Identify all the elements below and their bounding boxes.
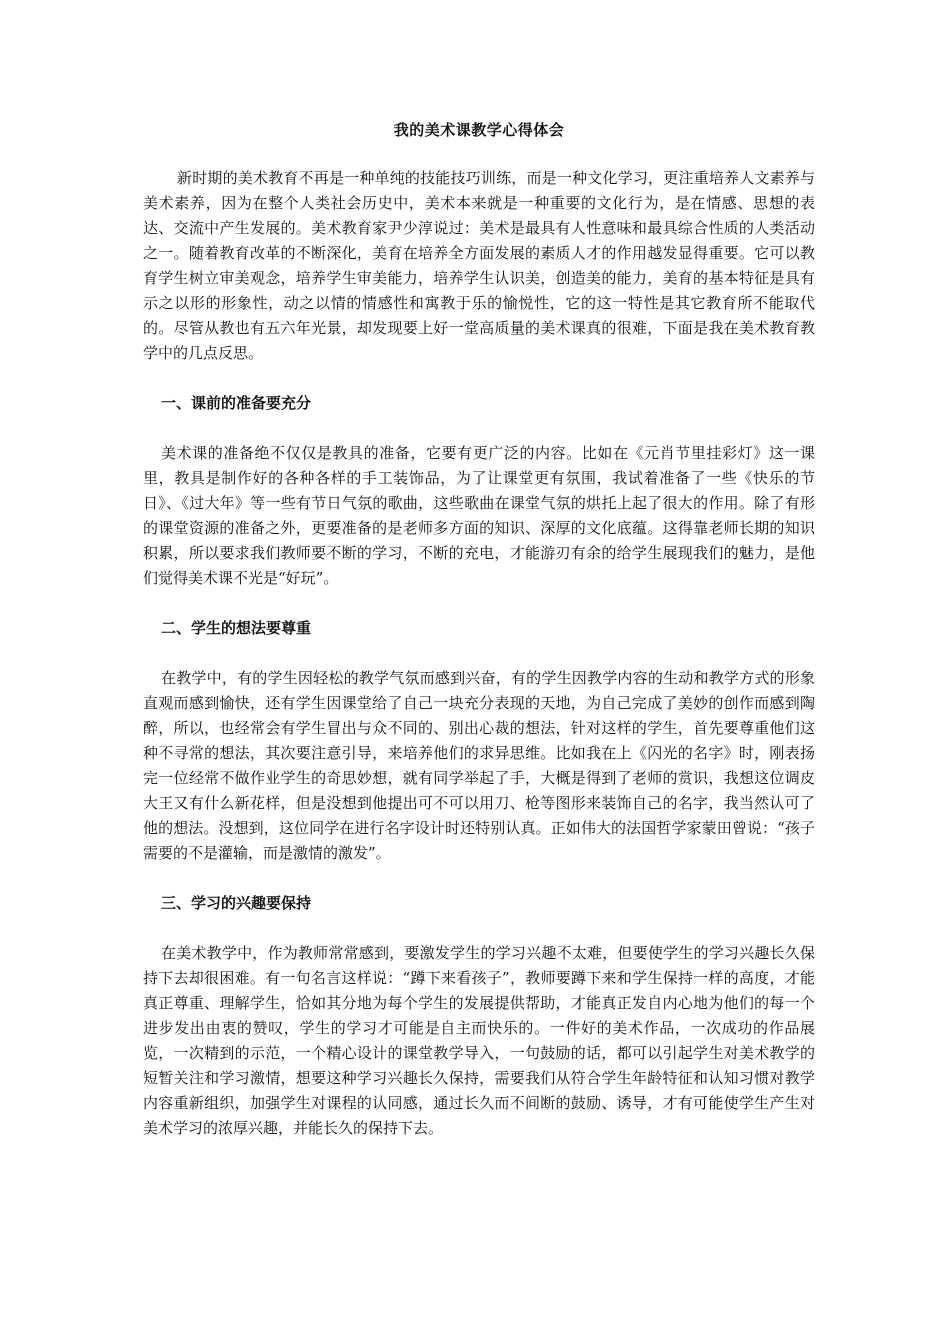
- section-body-respect: 在教学中，有的学生因轻松的教学气氛而感到兴奋，有的学生因教学内容的生动和教学方式的形象直观而感到愉快，还有学生因课堂给了自己一块充分表现的天地，为自己完成了美妙的创作而感到陶醉，所以，也经常会有学生冒出与众不同的、别出心裁的想法，针对这样的学生，首先要尊重他们这种不寻常的想法，其次要注意引导，来培养他们的求异思维。比如我在上《闪光的名字》时，刚表扬完一位经常不做作业学生的奇思妙想，就有同学举起了手，大概是得到了老师的赏识，我想这位调皮大王又有什么新花样，但是没想到他提出可不可以用刀、枪等图形来装饰自己的名字，我当然认可了他的想法。没想到，这位同学在进行名字设计时还特别认真。正如伟大的法国哲学家蒙田曾说：“孩子需要的不是灌输，而是激情的激发”。: [143, 669, 815, 862]
- intro-paragraph: 新时期的美术教育不再是一种单纯的技能技巧训练，而是一种文化学习，更注重培养人文素养与美术素养，因为在整个人类社会历史中，美术本来就是一种重要的文化行为，是在情感、思想的表达、交流中产生发展的。美术教育家尹少淳说过：美术是最具有人性意味和最具综合性质的人类活动之一。随着教育改革的不断深化，美育在培养全方面发展的素质人才的作用越发显得重要。它可以教育学生树立审美观念，培养学生审美能力，培养学生认识美，创造美的能力，美育的基本特征是具有示之以形的形象性，动之以情的情感性和寓教于乐的愉悦性，它的这一特性是其它教育所不能取代的。尽管从教也有五六年光景，却发现要上好一堂高质量的美术课真的很难，下面是我在美术教育教学中的几点反思。: [143, 169, 815, 362]
- section-heading-interest: 三、学习的兴趣要保持: [161, 894, 312, 912]
- document-page: [143, 118, 815, 1141]
- document-title: 我的美术课教学心得体会: [393, 121, 565, 139]
- section-body-interest: 在美术教学中，作为教师常常感到，要激发学生的学习兴趣不太难，但要使学生的学习兴趣长久保持下去却很困难。有一句名言这样说：“蹲下来看孩子”，教师要蹲下来和学生保持一样的高度，才能真正尊重、理解学生，恰如其分地为每个学生的发展提供帮助，才能真正发自内心地为他们的每一个进步发出由衷的赞叹，学生的学习才可能是自主而快乐的。一件好的美术作品，一次成功的作品展览，一次精到的示范，一个精心设计的课堂教学导入，一句鼓励的话，都可以引起学生对美术教学的短暂关注和学习激情，想要这种学习兴趣长久保持，需要我们从符合学生年龄特征和认知习惯对教学内容重新组织，加强学生对课程的认同感，通过长久而不间断的鼓励、诱导，才有可能使学生产生对美术学习的浓厚兴趣，并能长久的保持下去。: [143, 944, 815, 1137]
- section-heading-respect: 二、学生的想法要尊重: [161, 619, 312, 637]
- section-body-preparation: 美术课的准备绝不仅仅是教具的准备，它要有更广泛的内容。比如在《元肖节里挂彩灯》这一课里，教具是制作好的各种各样的手工装饰品，为了让课堂更有氛围，我试着准备了一些《快乐的节日》、《过大年》等一些有节日气氛的歌曲，这些歌曲在课堂气氛的烘托上起了很大的作用。除了有形的课堂资源的准备之外，更要准备的是老师多方面的知识、深厚的文化底蕴。这得靠老师长期的知识积累，所以要求我们教师要不断的学习，不断的充电，才能游刃有余的给学生展现我们的魅力，是他们觉得美术课不光是“好玩”。: [143, 444, 815, 587]
- section-heading-preparation: 一、课前的准备要充分: [161, 394, 312, 412]
